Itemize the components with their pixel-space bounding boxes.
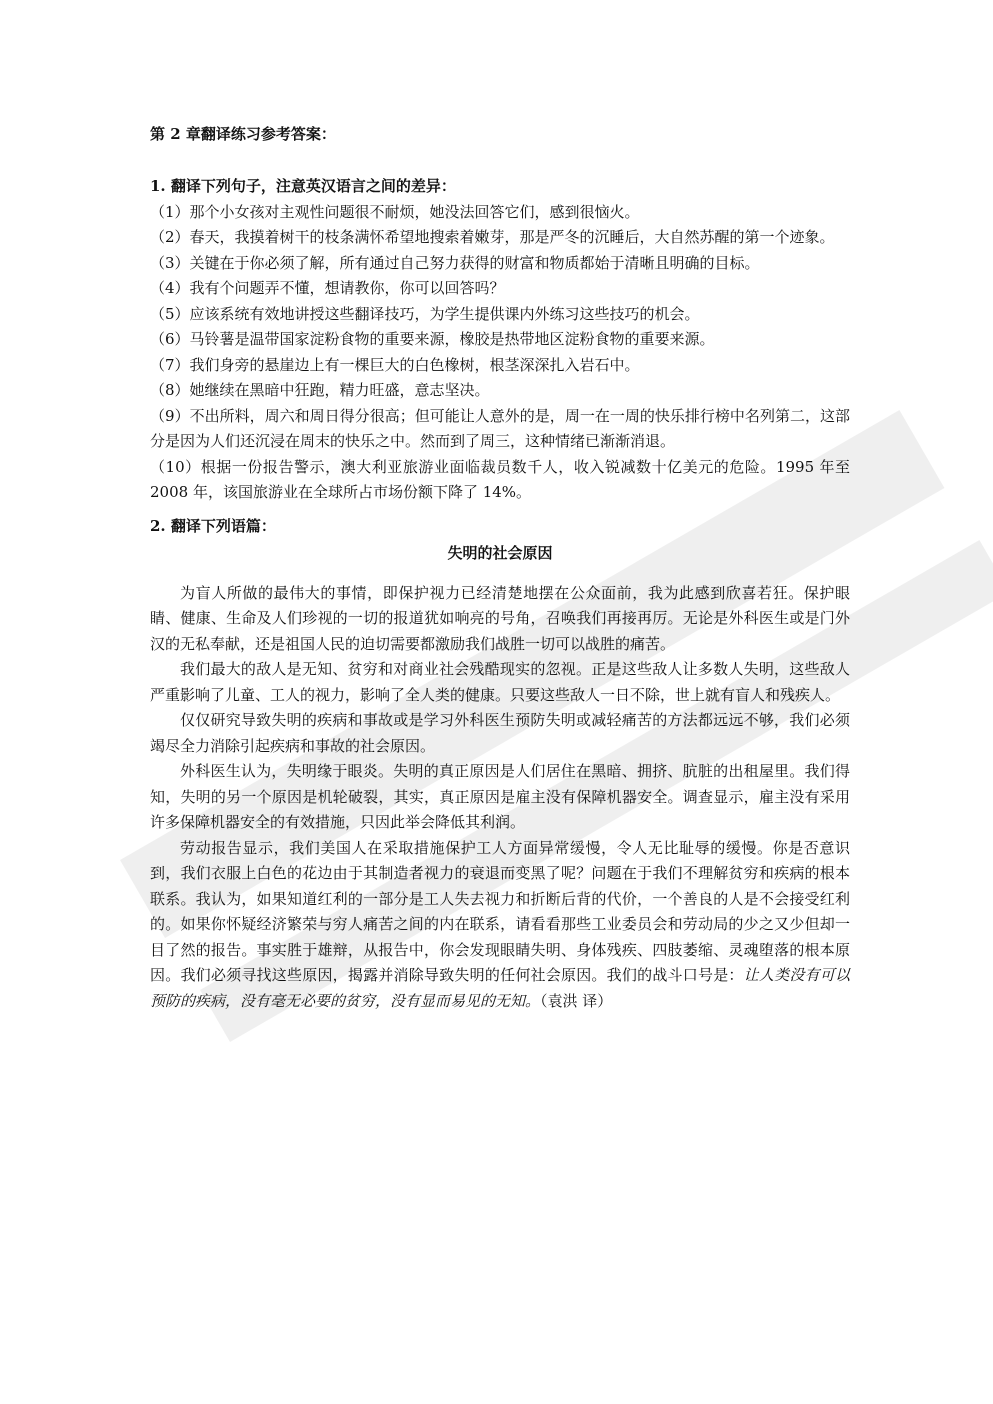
sentence-item: （8）她继续在黑暗中狂跑，精力旺盛，意志坚决。 (150, 381, 490, 399)
sentence-item: （4）我有个问题弄不懂，想请教你，你可以回答吗？ (150, 279, 505, 297)
section1-heading: 1. 翻译下列句子，注意英汉语言之间的差异： (150, 177, 456, 195)
essay-paragraph: 为盲人所做的最伟大的事情，即保护视力已经清楚地摆在公众面前，我为此感到欣喜若狂。保护眼睛、健康、生命及人们珍视的一切的报道犹如响亮的号角，召唤我们再接再厉。无论是外科医生或是门外汉的无私奉献，还是祖国人民的迫切需要都激励我们战胜一切可以战胜的痛苦。 (150, 583, 850, 653)
sentence-item: （1）那个小女孩对主观性问题很不耐烦，她没法回答它们，感到很恼火。 (150, 202, 640, 221)
document-page (150, 122, 850, 1014)
sentence-item: （7）我们身旁的悬崖边上有一棵巨大的白色橡树，根茎深深扎入岩石中。 (150, 355, 640, 374)
essay-paragraph-text: 劳动报告显示，我们美国人在采取措施保护工人方面异常缓慢，令人无比耻辱的缓慢。你是否意识到，我们衣服上白色的花边由于其制造者视力的衰退而变黑了呢？问题在于我们不理解贫穷和疾病的根本联系。我认为，如果知道红利的一部分是工人失去视力和折断后背的代价，一个善良的人是不会接受红利的。如果你怀疑经济繁荣与穷人痛苦之间的内在联系，请看看那些工业委员会和劳动局的少之又少但却一目了然的报告。事实胜于雄辩，从报告中，你会发现眼睛失明、身体残疾、四肢萎缩、灵魂堕落的根本原因。我们必须寻找这些原因，揭露并消除导致失明的任何社会原因。我们的战斗口号是： (150, 838, 850, 984)
essay-paragraph: 我们最大的敌人是无知、贫穷和对商业社会残酷现实的忽视。正是这些敌人让多数人失明，这些敌人严重影响了儿童、工人的视力，影响了全人类的健康。只要这些敌人一日不除，世上就有盲人和残疾人。 (150, 660, 850, 704)
section2-heading: 2. 翻译下列语篇： (150, 516, 276, 535)
essay-title: 失明的社会原因 (447, 544, 553, 562)
essay-paragraph-last (150, 836, 850, 1015)
battle-slogan: 让人类没有可以预防的疾病，没有毫无必要的贫穷，没有显而易见的无知。 (150, 966, 850, 1010)
sentence-item: （3）关键在于你必须了解，所有通过自己努力获得的财富和物质都始于清晰且明确的目标。 (150, 253, 760, 272)
sentence-item: （6）马铃薯是温带国家淀粉食物的重要来源，橡胶是热带地区淀粉食物的重要来源。 (150, 330, 715, 348)
essay-paragraph: 仅仅研究导致失明的疾病和事故或是学习外科医生预防失明或减轻痛苦的方法都远远不够，我们必须竭尽全力消除引起疾病和事故的社会原因。 (150, 711, 850, 755)
chapter-title: 第 2 章翻译练习参考答案： (150, 125, 336, 143)
essay-paragraph: 外科医生认为，失明缘于眼炎。失明的真正原因是人们居住在黑暗、拥挤、肮脏的出租屋里。我们得知，失明的另一个原因是机轮破裂，其实，真正原因是雇主没有保障机器安全。调查显示，雇主没有采用许多保障机器安全的有效措施，只因此举会降低其利润。 (150, 762, 850, 831)
translator-note: （袁洪 译） (540, 991, 613, 1010)
sentence-item: （2）春天，我摸着树干的枝条满怀希望地搜索着嫩芽，那是严冬的沉睡后，大自然苏醒的第一个迹象。 (150, 228, 835, 246)
sentence-item: （5）应该系统有效地讲授这些翻译技巧，为学生提供课内外练习这些技巧的机会。 (150, 304, 700, 323)
sentence-item: （10）根据一份报告警示，澳大利亚旅游业面临裁员数千人，收入锐减数十亿美元的危险。1995 年至 2008 年，该国旅游业在全球所占市场份额下降了 14%。 (150, 457, 850, 501)
sentence-item: （9）不出所料，周六和周日得分很高；但可能让人意外的是，周一在一周的快乐排行榜中名列第二，这部分是因为人们还沉浸在周末的快乐之中。然而到了周三，这种情绪已渐渐消退。 (150, 406, 850, 450)
